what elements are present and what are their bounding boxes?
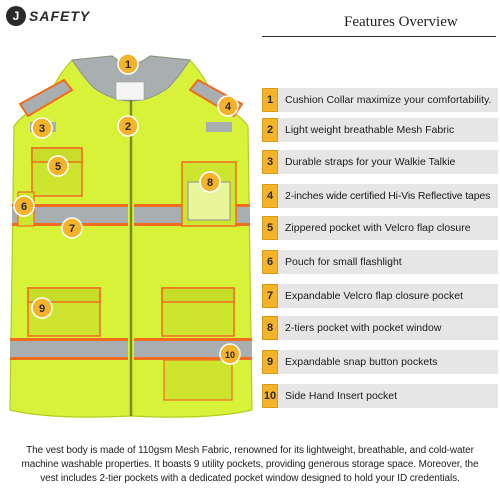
callout-number: 4 (224, 101, 232, 113)
feature-item (262, 284, 498, 308)
callout-number: 8 (206, 177, 214, 189)
callout-badge (118, 116, 138, 136)
callout-badge (200, 172, 220, 192)
callout-number: 2 (124, 121, 132, 133)
callout-number: 5 (54, 161, 62, 173)
callout-number: 10 (224, 350, 236, 360)
callout-number: 9 (38, 303, 46, 315)
feature-item (262, 150, 498, 174)
feature-number-badge: 8 (262, 316, 278, 340)
feature-item (262, 216, 498, 240)
feature-text: Side Hand Insert pocket (278, 384, 498, 408)
product-description: The vest body is made of 110gsm Mesh Fabric, renowned for its lightweight, breathable, and cold-water machine washable properties. It boasts 9 utility pockets, providing generous storage space. Moreover, the vest includes 2-tier pockets with a dedicated pocket window designed to hold your ID credentials. (21, 445, 479, 484)
brand-logo (6, 6, 90, 26)
callout-badge (220, 344, 240, 364)
callout-badge (218, 96, 238, 116)
walkie-strap-right (206, 122, 232, 132)
feature-number-badge: 5 (262, 216, 278, 240)
feature-item (262, 88, 498, 112)
callout-badge (48, 156, 68, 176)
features-heading: Features Overview (344, 14, 458, 30)
feature-item (262, 316, 498, 340)
feature-item (262, 250, 498, 274)
feature-number-badge: 2 (262, 118, 278, 142)
feature-number-badge: 9 (262, 350, 278, 374)
feature-item (262, 384, 498, 408)
feature-number-badge: 3 (262, 150, 278, 174)
logo-mark: J (6, 6, 26, 26)
feature-number-badge: 1 (262, 88, 278, 112)
feature-text: Expandable snap button pockets (278, 350, 498, 374)
feature-text: Expandable Velcro flap closure pocket (278, 284, 498, 308)
collar-label (116, 82, 144, 100)
callout-badge (32, 298, 52, 318)
feature-number-badge: 10 (262, 384, 278, 408)
feature-item (262, 118, 498, 142)
feature-text: 2-inches wide certified Hi-Vis Reflective tapes (278, 184, 498, 208)
feature-number-badge: 7 (262, 284, 278, 308)
vest-illustration (0, 42, 262, 432)
lower-right-pocket-flap (162, 288, 234, 302)
feature-text: Light weight breathable Mesh Fabric (278, 118, 498, 142)
feature-number-badge: 4 (262, 184, 278, 208)
callout-badge (32, 118, 52, 138)
callout-number: 3 (38, 123, 46, 135)
feature-text: Pouch for small flashlight (278, 250, 498, 274)
callout-number: 7 (68, 223, 76, 235)
callout-badge (14, 196, 34, 216)
feature-text: Cushion Collar maximize your comfortability. (278, 88, 498, 112)
feature-item (262, 350, 498, 374)
feature-item (262, 184, 498, 208)
waist-tape-left (10, 341, 128, 357)
side-hand-pocket (164, 360, 232, 400)
feature-text: Zippered pocket with Velcro flap closure (278, 216, 498, 240)
logo-wordmark: SAFETY (29, 8, 91, 24)
feature-text: 2-tiers pocket with pocket window (278, 316, 498, 340)
callout-badge (118, 54, 138, 74)
callout-number: 6 (20, 201, 28, 213)
callout-badge (62, 218, 82, 238)
callout-number: 1 (124, 59, 132, 71)
heading-divider (262, 36, 496, 37)
feature-number-badge: 6 (262, 250, 278, 274)
feature-text: Durable straps for your Walkie Talkie (278, 150, 498, 174)
